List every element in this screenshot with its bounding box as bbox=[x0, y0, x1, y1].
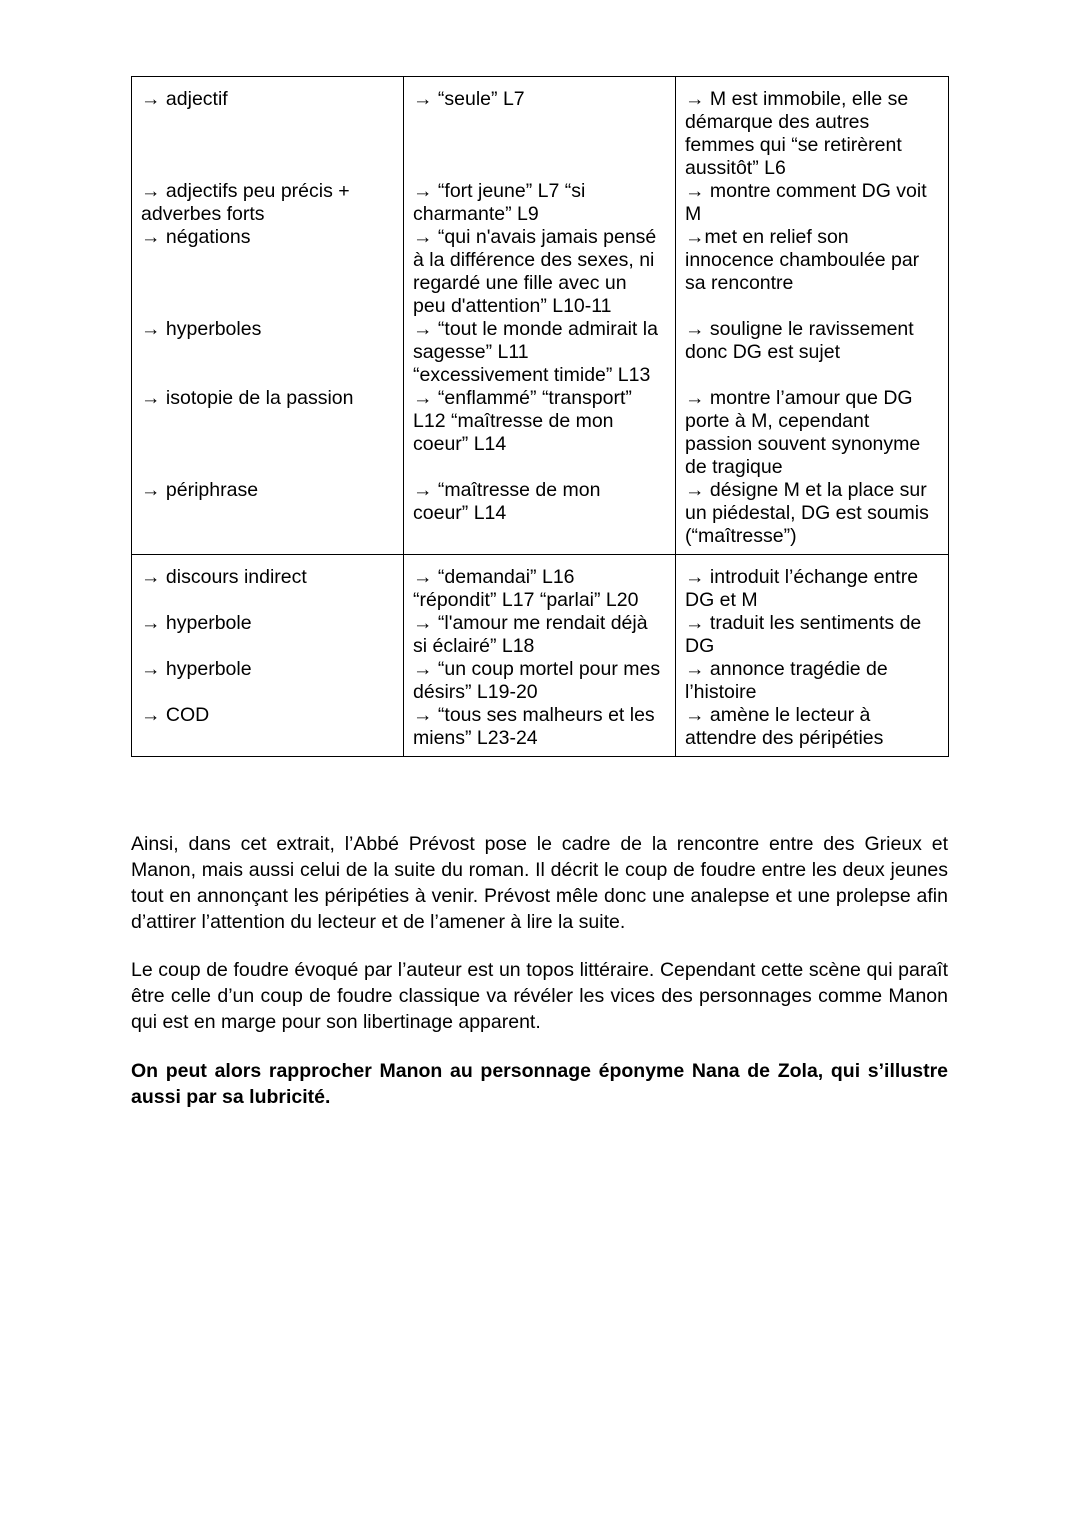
cell-line: → isotopie de la passion bbox=[141, 387, 354, 409]
blank-line bbox=[685, 364, 940, 387]
cell-line: peu d'attention” L10-11 bbox=[413, 295, 612, 317]
cell-line: à la différence des sexes, ni bbox=[413, 249, 655, 271]
cell-line: passion souvent synonyme bbox=[685, 433, 921, 455]
cell-line: un piédestal, DG est soumis bbox=[685, 502, 929, 524]
blank-line bbox=[141, 635, 395, 658]
citations-cell bbox=[404, 555, 676, 757]
cell-line: → négations bbox=[141, 226, 251, 248]
cell-line: coeur” L14 bbox=[413, 433, 507, 455]
cell-line: l’histoire bbox=[685, 681, 757, 703]
cell-line: DG bbox=[685, 635, 715, 657]
cell-line: → hyperbole bbox=[141, 612, 252, 634]
interpretations-cell bbox=[676, 77, 949, 555]
cell-line: porte à M, cependant bbox=[685, 410, 870, 432]
blank-line bbox=[141, 456, 395, 479]
ouverture-paragraph: On peut alors rapprocher Manon au personnage éponyme Nana de Zola, qui s’illustre aussi par sa lubricité. bbox=[131, 1060, 948, 1108]
blank-line bbox=[413, 157, 667, 180]
blank-line bbox=[685, 295, 940, 318]
cell-line: → “l'amour me rendait déjà bbox=[413, 612, 648, 634]
cell-line: → adjectifs peu précis + bbox=[141, 180, 350, 202]
cell-line: aussitôt” L6 bbox=[685, 157, 786, 179]
cell-line: L12 “maîtresse de mon bbox=[413, 410, 614, 432]
cell-line: DG et M bbox=[685, 589, 758, 611]
cell-line: → hyperbole bbox=[141, 658, 252, 680]
citations-cell bbox=[404, 77, 676, 555]
cell-line: innocence chamboulée par bbox=[685, 249, 920, 271]
blank-line bbox=[141, 111, 395, 134]
cell-line: → “qui n'avais jamais pensé bbox=[413, 226, 657, 248]
cell-line: → “fort jeune” L7 “si bbox=[413, 180, 586, 202]
cell-line: → “un coup mortel pour mes bbox=[413, 658, 661, 680]
blank-line bbox=[141, 589, 395, 612]
blank-line bbox=[141, 433, 395, 456]
blank-line bbox=[413, 111, 667, 134]
cell-line: si éclairé” L18 bbox=[413, 635, 535, 657]
cell-line: sagesse” L11 bbox=[413, 341, 529, 363]
cell-line: → “seule” L7 bbox=[413, 88, 525, 110]
blank-line bbox=[141, 410, 395, 433]
table-row bbox=[132, 77, 949, 555]
analysis-table bbox=[131, 76, 949, 757]
cell-line: “excessivement timide” L13 bbox=[413, 364, 651, 386]
cell-line: “répondit” L17 “parlai” L20 bbox=[413, 589, 639, 611]
cell-line: désirs” L19-20 bbox=[413, 681, 538, 703]
cell-line: → amène le lecteur à bbox=[685, 704, 871, 726]
blank-line bbox=[141, 249, 395, 272]
blank-line bbox=[141, 295, 395, 318]
blank-line bbox=[413, 456, 667, 479]
cell-line: → “tous ses malheurs et les bbox=[413, 704, 655, 726]
cell-line: → adjectif bbox=[141, 88, 228, 110]
blank-line bbox=[141, 681, 395, 704]
cell-line: miens” L23-24 bbox=[413, 727, 538, 749]
cell-line: → périphrase bbox=[141, 479, 259, 501]
cell-line: → hyperboles bbox=[141, 318, 262, 340]
topos-paragraph: Le coup de foudre évoqué par l’auteur est un topos littéraire. Cependant cette scène qui paraît être celle d’un coup de foudre classique va révéler les vices des personnages comme Manon qui est en marge pour son libertinage apparent. bbox=[131, 959, 948, 1033]
cell-line: → montre l’amour que DG bbox=[685, 387, 913, 409]
blank-line bbox=[141, 364, 395, 387]
procedes-cell bbox=[132, 555, 404, 757]
cell-line: donc DG est sujet bbox=[685, 341, 840, 363]
cell-line: sa rencontre bbox=[685, 272, 794, 294]
cell-line: démarque des autres bbox=[685, 111, 870, 133]
cell-line: → “tout le monde admirait la bbox=[413, 318, 658, 340]
cell-line: → annonce tragédie de bbox=[685, 658, 888, 680]
table-row bbox=[132, 555, 949, 757]
cell-line: adverbes forts bbox=[141, 203, 265, 225]
cell-line: → désigne M et la place sur bbox=[685, 479, 927, 501]
cell-line: → “demandai” L16 bbox=[413, 566, 575, 588]
cell-line: → souligne le ravissement bbox=[685, 318, 914, 340]
cell-line: regardé une fille avec un bbox=[413, 272, 627, 294]
cell-line: → traduit les sentiments de bbox=[685, 612, 922, 634]
blank-line bbox=[141, 272, 395, 295]
cell-line: → COD bbox=[141, 704, 210, 726]
cell-line: → M est immobile, elle se bbox=[685, 88, 909, 110]
blank-line bbox=[141, 157, 395, 180]
cell-line: → introduit l’échange entre bbox=[685, 566, 919, 588]
cell-line: → “maîtresse de mon bbox=[413, 479, 601, 501]
interpretations-cell bbox=[676, 555, 949, 757]
procedes-cell bbox=[132, 77, 404, 555]
cell-line: attendre des péripéties bbox=[685, 727, 884, 749]
cell-line: → discours indirect bbox=[141, 566, 307, 588]
cell-line: de tragique bbox=[685, 456, 783, 478]
cell-line: M bbox=[685, 203, 702, 225]
cell-line: coeur” L14 bbox=[413, 502, 507, 524]
blank-line bbox=[141, 341, 395, 364]
cell-line: charmante” L9 bbox=[413, 203, 539, 225]
cell-line: →met en relief son bbox=[685, 226, 849, 248]
cell-line: (“maîtresse”) bbox=[685, 525, 797, 547]
blank-line bbox=[141, 134, 395, 157]
conclusion-paragraph: Ainsi, dans cet extrait, l’Abbé Prévost pose le cadre de la rencontre entre des Grieux et Manon, mais aussi celui de la suite du roman. Il décrit le coup de foudre entre les deux jeunes tout en annonçant les péripéties à venir. Prévost mêle donc une analepse et une prolepse afin d’attirer l’attention du lecteur et de l’amener à lire la suite. bbox=[131, 833, 948, 933]
cell-line: → “enflammé” “transport” bbox=[413, 387, 632, 409]
blank-line bbox=[413, 134, 667, 157]
cell-line: femmes qui “se retirèrent bbox=[685, 134, 902, 156]
cell-line: → montre comment DG voit bbox=[685, 180, 927, 202]
